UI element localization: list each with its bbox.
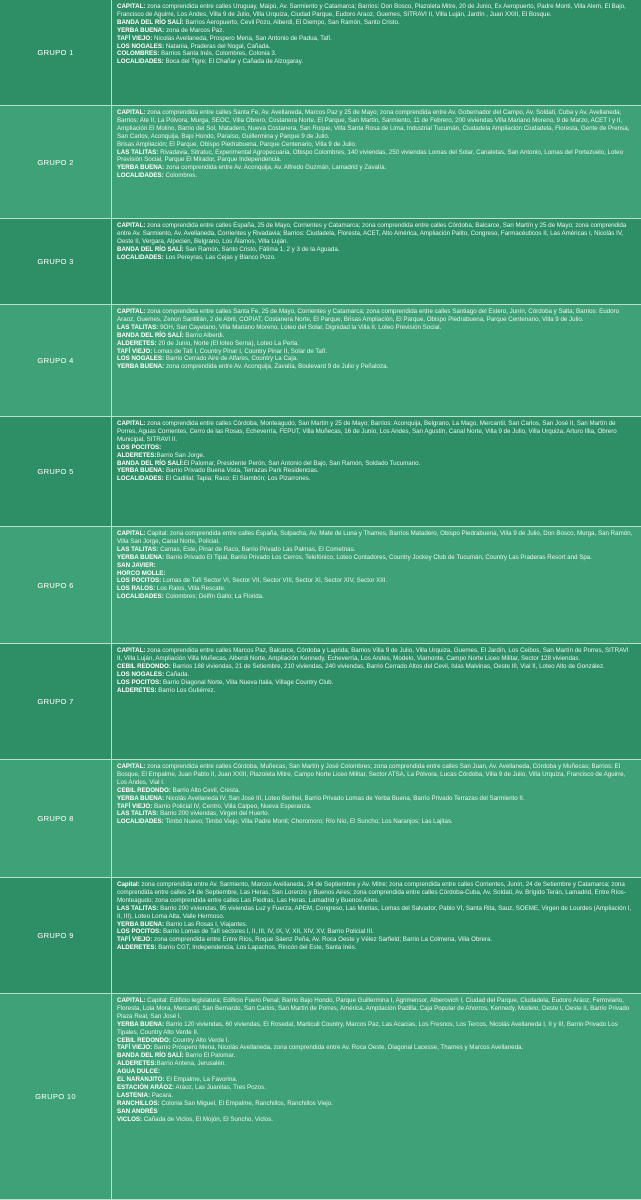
zone-text: Barrio Alto Cevil, Cresta. — [170, 786, 240, 794]
zone-label: BANDA DEL RÍO SALÍ: — [117, 1052, 184, 1060]
group-name-cell — [0, 644, 112, 759]
zone-line — [117, 787, 635, 795]
zone-label: CAPITAL: — [117, 530, 146, 537]
zone-label: ESTACIÓN ARÁOZ: — [117, 1083, 175, 1091]
zone-line — [117, 254, 635, 262]
zone-label: YERBA BUENA: — [117, 920, 165, 928]
zone-line — [117, 795, 635, 803]
group-name: GRUPO 4 — [37, 356, 74, 365]
zone-line — [117, 647, 635, 663]
zone-line — [117, 1076, 635, 1084]
zone-line — [117, 881, 635, 905]
zone-label: LAS TALITAS: — [117, 810, 159, 818]
zone-line — [117, 585, 635, 593]
group-zones-cell — [112, 878, 641, 993]
zone-text: Barrio Lomas de Tafí sectores I, II, III, IV, IX, V, XII, XIV, XV, Barrio Policial III. — [161, 928, 374, 936]
zone-text: Capital: zona comprendida entre calles España, Sulpacha, Av. Mate de Luna y Thames, Barrios Matadero, Obispo Piedrabuena, Villa 9 de Julio, Don Bosco, Murga, San Ramón, Villa San Jorge, Canal Norte, Policial. — [117, 530, 633, 545]
group-name-cell — [0, 994, 112, 1199]
zone-label: LAS TALITAS: — [117, 545, 159, 553]
zone-line — [117, 554, 635, 562]
zone-label: ALDERETES: — [117, 686, 157, 694]
group-name-cell — [0, 417, 112, 526]
zone-line — [117, 1092, 635, 1100]
zone-label: CAPITAL: — [117, 109, 146, 116]
zone-label: TAFÍ VIEJO: — [117, 936, 153, 944]
zone-line — [117, 944, 635, 952]
zone-label: BANDA DEL RÍO SALÍ: — [117, 331, 184, 339]
zone-label: CAPITAL: — [117, 763, 146, 770]
zone-line — [117, 355, 635, 363]
zone-text: Los Ralos, Villa Rescate. — [155, 585, 226, 593]
zone-label: LAS TALITAS: — [117, 148, 159, 156]
zone-label: CEBIL REDONDO: — [117, 662, 171, 670]
zone-line — [117, 905, 635, 921]
group-name-cell — [0, 878, 112, 993]
zone-line — [117, 763, 635, 787]
zone-line — [117, 577, 635, 585]
zone-label: YERBA BUENA: — [117, 26, 165, 34]
zone-line — [117, 1108, 635, 1116]
zone-text: Pacara. — [150, 1091, 174, 1099]
zone-label: BANDA DEL RÍO SALÍ: — [117, 245, 184, 253]
group-name: GRUPO 3 — [37, 257, 74, 266]
group-name: GRUPO 8 — [37, 814, 74, 823]
group-row — [0, 106, 641, 219]
zone-label: LOS POCITOS: — [117, 443, 162, 451]
zone-label: CAPITAL: — [117, 3, 146, 10]
group-zones-cell — [112, 305, 641, 416]
zone-line — [117, 109, 635, 141]
zone-label: COLOMBRES: — [117, 50, 160, 58]
group-row — [0, 219, 641, 305]
zone-text: Cañada. — [164, 670, 190, 678]
group-name: GRUPO 10 — [35, 1092, 76, 1101]
zone-line — [117, 810, 635, 818]
zone-text: Barrio 120 viviendas, 60 viviendas, El Rosedal, Marticuli Country, Marcos Paz, Las Acacias, Los Fresnos, Los Tercos, Nicolás Avellaneda I, II y III, Barrio Privado Los Tipales, Country Alto Verde II. — [117, 1020, 618, 1036]
zone-text: Barrio Los Gutiérrez. — [156, 686, 216, 694]
zone-text: Barrio Antena, Jerusalén. — [156, 1060, 227, 1068]
zone-text: Barrio 200 viviendas, 95 viviendas Luz y Fuerza, APEM, Congreso, Las Moritas, Lomas del Salvador, Pablo VI, Santa Rita, Sauz, SOEME, Virgen de Lourdes (Ampliación I, II, III), Loteo Loma Alta, Valle Hermoso. — [117, 904, 632, 920]
zone-label: CAPITAL: — [117, 997, 146, 1004]
zone-line — [117, 818, 635, 826]
zone-label: BANDA DEL RÍO SALÍ: — [117, 18, 184, 26]
zone-text: Barrio Cerrado Aire de Alfares, Country La Caja. — [164, 355, 298, 363]
zone-text: Country Alto Verde I. — [170, 1036, 230, 1044]
group-row — [0, 417, 641, 527]
zone-label: CAPITAL: — [117, 420, 146, 427]
zone-text: Nicolás Avellaneda, Prospero Mena, San Antonio de Padua, Tafí. — [152, 34, 332, 42]
zone-line — [117, 921, 635, 929]
zone-line — [117, 663, 635, 671]
group-row — [0, 994, 641, 1200]
zone-label: LOCALIDADES: — [117, 475, 164, 483]
group-name: GRUPO 5 — [37, 467, 74, 476]
zone-line — [117, 1084, 635, 1092]
group-name-cell — [0, 527, 112, 643]
zone-text: zona comprendida entre calles Uruguay, Maipú, Av. Sarmiento y Catamarca; Barrios: Don Bosco, Plazoleta Mitre, 20 de Junio, Ex Aeropuerto, Padre Monti, Villa Alem, El Bajo, Francisco de Aguirre, Los Andes, Villa 9 de Julio, Villa Urquiza, Ciudad Parque, Eudoro Araoz, Guemes, SITRAVI II, Villa Luján, Jardín , Juan XXIII, El Bosque. — [117, 3, 626, 18]
zone-line — [117, 1116, 635, 1124]
zone-text: 9OH, San Cayetano, Villa Mariano Moreno, Loteo del Solar, Dignidad la Villa II, Loteo Previsión Social. — [158, 323, 442, 331]
group-name: GRUPO 1 — [37, 48, 74, 57]
zone-text: Barrio Las Rosas I, Viajantes. — [164, 920, 248, 928]
zone-line — [117, 475, 635, 483]
zone-text: Barrios Santa Inés, Colombres, Colonia 3. — [159, 50, 277, 58]
group-row — [0, 644, 641, 760]
zone-text: Capital: Edificio legislatura; Edificio Fuero Penal; Barrio Bajo Hondo, Parque Guillermina I, Agrimensor, Alberovich I, Ciudad del Parque, Ciudadela, Eudoro Aráoz, Ferroviario, Floresta, Lola Mora, Mercantil, San Bernardo, San Carlos, San Martín de Porres, América, Ampliación Padilla, Caja Popular de Ahorros, Kennedy, Modelo, Oeste I, Oeste II, Barrio Privado Plaza Real, San José I. — [117, 997, 630, 1020]
zone-text: zona de Marcos Paz. — [164, 26, 225, 34]
zone-label: LOCALIDADES: — [117, 818, 164, 826]
zone-line — [117, 546, 635, 554]
zone-line — [117, 35, 635, 43]
group-zones-cell — [112, 760, 641, 877]
zone-line — [117, 997, 635, 1021]
zone-line — [117, 803, 635, 811]
zone-text: Barrio Policial IV, Centro, Villa Calpeo, Nueva Esperanza. — [152, 802, 312, 810]
zone-text: Colombres; Delfín Gallo; La Florida. — [163, 593, 264, 601]
group-row — [0, 527, 641, 644]
zone-line — [117, 332, 635, 340]
zone-line — [117, 444, 635, 452]
zone-label: LOS NOGALES: — [117, 355, 165, 363]
zone-label: LASTENIA: — [117, 1091, 150, 1099]
zone-label: VICLOS: — [117, 1115, 143, 1123]
zone-label: TAFÍ VIEJO: — [117, 802, 153, 810]
zone-label: CEBIL REDONDO: — [117, 1036, 171, 1044]
group-zones-cell — [112, 527, 641, 643]
zone-label: YERBA BUENA: — [117, 164, 165, 172]
zone-label: RANCHILLOS: — [117, 1099, 160, 1107]
zone-label: BANDA DEL RÍO SALÍ: — [117, 459, 184, 467]
group-row — [0, 878, 641, 994]
group-zones-cell — [112, 0, 641, 105]
zone-line — [117, 340, 635, 348]
zone-text: zona comprendida entre Av. Sarmiento, Marcos Avellaneda, 24 de Septiembre y Av. Mitre; zona comprendida entre calles Corrientes, Junín, 24 de Setiembre y Catamarca; zona comprendida entre calles 24 de Septiembre, Las Heras, San Lorenzo y Buenos Aires; zona comprendida entre calles Córdoba-Cuba, Av. Soldati, Av. Brígido Terán, Lamadrid, Entre Ríos-Monteagudo; zona comprendida entre calles Las Piedras, Las Heras, Lamadrid y Buenos Aires. — [117, 881, 626, 904]
zone-label: SAN JAVIER: — [117, 561, 156, 569]
zone-text: Barrio Alberdi. — [183, 331, 225, 339]
zone-line — [117, 420, 635, 444]
zone-line — [117, 141, 635, 149]
group-name: GRUPO 9 — [37, 931, 74, 940]
zone-text: zona comprendida entre calles Santa Fe, Av. Avellaneda, Marcos Paz y 25 de Mayo; zona comprendida entre Av. Gobernador del Campo, Av. Soldati, Cuba y Av. Avellaneda; Barrios: Ate II, La Pólvora, Murga, SEOC, Villa Obrero, Costanera Norte, El Parque, San Martín, Sarmiento, 11 de Febrero, 200 viviendas Villa Mariano Moreno, 9 de Marzo, ACET I y II, Ampliación El Molino, Barrio del Sol, Matadero, Nueva Costanera, San Roque, Villa Santa Rosa de Lima, Industrial Tucumán, Ciudadela Ampliación Ciudadela, Floresta, Gente de Prensa, San Carlos, Aconquija, Bajo Hondo, Paraíso, Guillermina y Parque 9 de Julio. — [117, 109, 630, 140]
group-name: GRUPO 2 — [37, 157, 74, 167]
zone-line — [117, 1052, 635, 1060]
zone-text: zona comprendida entre calles Córdoba, Muñecas, San Martín y José Colombres; zona comprendida entre calles San Juan, Av. Avellaneda, Córdoba y Muñecas; Barrios: El Bosque, El Empalme, Juan Pablo II, Juan XXIII, Plazoleta Mitre, Campo Norte Liceo Militar, Sector ATSA, La Pólvora, Lucas Córdoba, Villa 9 de Julio, Villa Urquiza, Francisco de Aguirre, Los Andes, Vial I. — [117, 763, 626, 786]
zone-line — [117, 671, 635, 679]
zone-line — [117, 308, 635, 324]
zone-line — [117, 19, 635, 27]
zone-text: Brisas Ampliación; El Parque, Obispo Piedrabuena, Parque Centenario, Villa 9 de Julio. — [117, 140, 357, 148]
zone-label: YERBA BUENA: — [117, 363, 165, 371]
zone-label: LOCALIDADES: — [117, 253, 164, 261]
zone-line — [117, 1060, 635, 1068]
zone-line — [117, 50, 635, 58]
group-name-cell — [0, 760, 112, 877]
zone-label: ALDERETES: — [117, 339, 157, 347]
zone-line — [117, 1100, 635, 1108]
zone-text: zona comprendida entre calles Córdoba, Monteagudo, San Martín y 25 de Mayo; Barrios: Aconquija, Belgrano, La Mago, Mercantil, San Carlos, San José II, San Martín de Porres, Aguas Corrientes, Cerro de las Rosas, Echeverría, FEPUT, Villa Muñecas, 16 de Junio, Los Andes, San Agustín, Canal Norte, Villa 9 de Julio, Villa Urquiza, Arturo Illia, Obrero Municipal, SITRAVI II. — [117, 420, 617, 443]
zone-text: zona comprendida entre Av. Aconquija, Zavalía, Boulevard 9 de Julio y Peñaloza. — [164, 363, 389, 371]
zone-line — [117, 562, 635, 570]
group-name: GRUPO 7 — [37, 697, 74, 706]
zone-text: Barrio 200 viviendas, Virgen del Huerto. — [158, 810, 270, 818]
zone-label: LAS TALITAS: — [117, 323, 159, 331]
zone-line — [117, 363, 635, 371]
zone-label: LOS NOGALES: — [117, 670, 165, 678]
zone-text: Rivadavia, Sitratuc, Experimental Agropecuaria, Obispo Colombres, 140 viviendas, 250 viviendas Lomas del Solar, Canaletas, San Antonio, Lomas del Portezuelo, Loteo Previsión Social, Parque El Mirador, Parque Independencia. — [117, 148, 624, 164]
zone-label: Capital: — [117, 881, 140, 888]
group-name: GRUPO 6 — [37, 580, 74, 590]
group-name-cell — [0, 219, 112, 304]
zone-text: Barrios 188 viviendas, 21 de Setiembre, 210 viviendas, 240 viviendas, Barrio Cerrado Altos del Cevil, Islas Malvinas, Oeste III, Vial II, Loteo Alto de González. — [170, 662, 605, 670]
zone-line — [117, 936, 635, 944]
zone-line — [117, 467, 635, 475]
zone-label: YERBA BUENA: — [117, 467, 165, 475]
zone-text: Aráoz, Las Juanitas, Tres Pozos. — [174, 1083, 266, 1091]
zone-line — [117, 164, 635, 172]
zone-text: Barrio CGT, Independencia, Los Lapachos, Rincón del Este, Santa Inés. — [156, 944, 357, 952]
zone-text: Colonia San Miguel, El Empalme, Ranchillos, Ranchillos Viejo. — [159, 1099, 333, 1107]
zone-text: Barrio Privado El Tipal, Barrio Privado Los Cerros, Telefónico, Loteo Contadores, Country Jockey Club de Tucumán, Country Las Praderas Resort and Spa. — [164, 553, 592, 561]
zone-text: Colombres. — [163, 172, 198, 180]
zone-text: Nicolás Avellaneda IV, San José III, Loteo Berihel, Barrio Privado Lomas de Yerba Buena, Barrio Privado Terrazas del Sarmiento II. — [164, 794, 525, 802]
zone-text: San Ramón, Santo Cristo, Fátima 1, 2 y 3 de la Aguada. — [183, 245, 340, 253]
zone-line — [117, 679, 635, 687]
zone-label: ALDERETES: — [117, 1060, 157, 1068]
zone-text: El Palomar, Presidente Perón, San Antonio del Bajo, San Ramón, Soldado Tucumano. — [183, 459, 421, 467]
zone-text: Natania, Praderas del Nogal, Cañada. — [164, 42, 271, 50]
zone-label: AGUA DULCE: — [117, 1068, 161, 1076]
zone-text: El Cadillal; Tapia; Raco; El Siambón; Los Pizarrones. — [163, 475, 311, 483]
zone-label: EL NARANJITO: — [117, 1076, 165, 1084]
zone-line — [117, 149, 635, 165]
group-name-cell — [0, 305, 112, 416]
zone-label: LOS POCITOS: — [117, 928, 162, 936]
zone-line — [117, 172, 635, 180]
group-row — [0, 760, 641, 878]
zone-label: LOCALIDADES: — [117, 58, 164, 66]
zone-line — [117, 324, 635, 332]
group-name-cell — [0, 0, 112, 105]
group-zones-cell — [112, 644, 641, 759]
zone-line — [117, 687, 635, 695]
zone-line — [117, 530, 635, 546]
zone-label: ALDERETES: — [117, 451, 157, 459]
zone-label: SAN ANDRÉS — [117, 1107, 158, 1115]
zone-label: TAFÍ VIEJO: — [117, 1044, 153, 1052]
group-row — [0, 305, 641, 417]
group-zones-cell — [112, 994, 641, 1199]
zone-label: TAFÍ VIEJO: — [117, 34, 153, 42]
zone-text: El Empalme, La Favorina. — [164, 1076, 238, 1084]
zone-text: Lomas de Tafí I, Country Pinar I, Country Pinar II, Solar de Tafí. — [152, 347, 328, 355]
zone-line — [117, 58, 635, 66]
zone-text: Lomas de Tafí Sector VI, Sector VII, Sector VIII, Sector XI, Sector XIV, Sector XIII. — [161, 577, 388, 585]
zone-line — [117, 570, 635, 578]
zone-label: LOCALIDADES: — [117, 593, 164, 601]
zone-text: Barrio San Jorge. — [156, 451, 205, 459]
zone-label: YERBA BUENA: — [117, 1020, 165, 1028]
group-zones-cell — [112, 219, 641, 304]
zone-label: CAPITAL: — [117, 222, 146, 229]
zone-line — [117, 43, 635, 51]
zone-line — [117, 593, 635, 601]
zone-label: LAS TALITAS: — [117, 904, 159, 912]
zone-line — [117, 452, 635, 460]
zone-text: Barrio Próspero Mena, Nicolás Avellaneda, zona comprendida entre Av. Roca Oeste, Diagonal Lacesse, Thames y Marcos Avellaneda. — [152, 1044, 524, 1052]
zone-line — [117, 348, 635, 356]
zone-line — [117, 222, 635, 246]
zone-text: zona comprendida entre Entre Ríos, Roque Sáenz Peña, Av. Roca Oeste y Vélez Sarfield; Barrio La Colmena, Villa Obrera. — [152, 936, 493, 944]
zone-label: LOS POCITOS: — [117, 577, 162, 585]
zone-label: YERBA BUENA: — [117, 553, 165, 561]
group-zones-cell — [112, 106, 641, 218]
zone-label: CAPITAL: — [117, 308, 146, 315]
group-name-cell — [0, 106, 112, 218]
group-zones-cell — [112, 417, 641, 526]
zone-text: Barrios Aeropuerto, Cevil Pozo, Alberdi, El Diempo, San Ramón, Santo Cristo. — [183, 18, 400, 26]
zone-text: zona comprendida entre calles Marcos Paz, Balcarce, Córdoba y Laprida; Barrios Villa 9 de Julio, Villa Urquiza, Guemes, El Jardín, Los Ceibos, San Martín de Porres, SITRAVI II, Villa Luján, Ampliación Villa Muñecas, Alberdi Norte, Ampliación Kennedy, Echeverría, Los Andes, Modelo, Viamonte, Campo Norte Liceo Militar, Sector 128 viviendas. — [117, 647, 629, 662]
zone-text: Camas, Este, Pinar de Raco, Barrio Privado Las Palmas, El Cometnas. — [158, 545, 356, 553]
zone-text: Timbó Nuevo; Timbó Viejo; Villa Padre Monti; Choromoro; Río Nío, El Suncho; Los Naranjos; Las Lajitas. — [163, 818, 453, 826]
zone-label: LOS NOGALES: — [117, 42, 165, 50]
zone-label: CEBIL REDONDO: — [117, 786, 171, 794]
zone-label: HORCO MOLLE: — [117, 569, 166, 577]
zone-line — [117, 1068, 635, 1076]
zone-text: Cañada de Viclos, El Mojón, El Suncho, Viclos. — [142, 1115, 273, 1123]
group-row — [0, 0, 641, 106]
zone-line — [117, 460, 635, 468]
zone-label: YERBA BUENA: — [117, 794, 165, 802]
zone-line — [117, 3, 635, 19]
zone-label: LOS RALOS: — [117, 585, 156, 593]
zone-text: Los Pereyras, Las Cejas y Blanco Pozo. — [163, 253, 276, 261]
zone-label: LOCALIDADES: — [117, 172, 164, 180]
zone-text: zona comprendida entre calles España, 25 de Mayo, Corrientes y Catamarca; zona comprendida entre calles Córdoba, Balcarce, San Martín y 25 de Mayo; zona comprendida entre Av. Sarmiento, Av. Avellaneda, Corrientes y Rivadavia; Barrios: Ciudadela, Floresta, ACET, Alto América, Ampliación Palito, Congreso, Farmacéuticos II, Las Américas I, Nicolás IV, Oeste II, Vergara, Alpecien, Belgrano, Los Álamos, Villa Luján. — [117, 222, 627, 245]
zone-label: ALDERETES: — [117, 944, 157, 952]
zone-line — [117, 27, 635, 35]
zone-line — [117, 1021, 635, 1037]
zone-text: Barrio Privado Buena Vista, Terrazas Park Residencias. — [164, 467, 319, 475]
zone-text: zona comprendida entre calles Santa Fe, 25 de Mayo, Corrientes y Catamarca; zona comprendida entre calles Santiago del Estero, Junín, Córdoba y Salta; Barrios: Eudoro Araoz, Guemes, Zenon Santillán, 2 de Abril, COPIAT, Costanera Norte, El Parque, Brisas Ampliación, El Parque, Obispo Piedrabuena, Parque Centenario, Villa 9 de Julio. — [117, 308, 620, 323]
zone-text: 20 de Junio, Norte (El loteo Serna), Loteo La Perla. — [156, 339, 299, 347]
zone-text: Barrio El Palomar. — [183, 1052, 236, 1060]
zone-label: LOS POCITOS: — [117, 678, 162, 686]
zone-text: Barrio Diagonal Norte, Villa Nueva Italia, Village Country Club. — [161, 678, 334, 686]
zone-text: zona comprendida entre Av. Aconquija, Av. Alfredo Guzmán, Lamadrid y Zavalía. — [164, 164, 387, 172]
zone-label: CAPITAL: — [117, 647, 146, 654]
zone-text: Boca del Tigre; El Chañar y Cañada de Alzogaray. — [163, 58, 303, 66]
zone-line — [117, 246, 635, 254]
zone-label: TAFÍ VIEJO: — [117, 347, 153, 355]
